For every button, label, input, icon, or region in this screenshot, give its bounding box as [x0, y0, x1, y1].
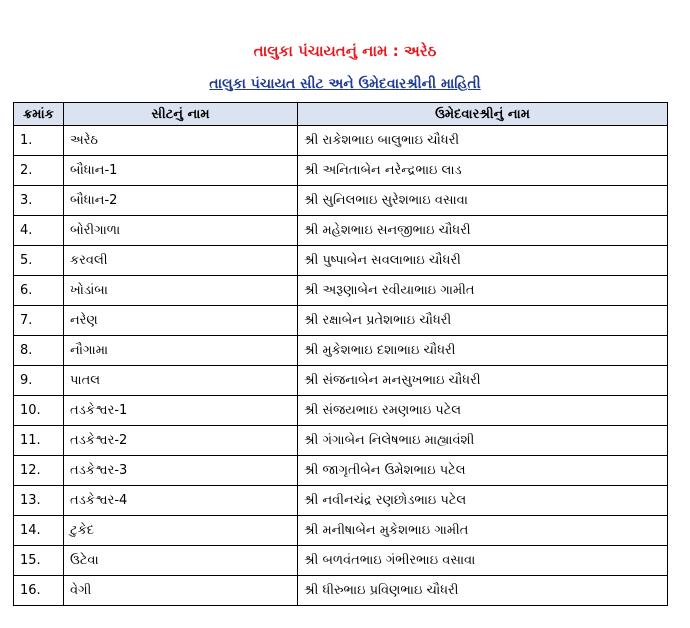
table-row [14, 546, 668, 576]
cell-candidate-name: શ્રી સુનિલભાઇ સુરેશભાઇ વસાવા [298, 186, 668, 216]
table-row [14, 396, 668, 426]
cell-candidate-name: શ્રી અરૂણાબેન રવીયાભાઇ ગામીત [298, 276, 668, 306]
cell-seat-name: તડકેશ્વર-2 [64, 426, 298, 456]
cell-seat-name: વેગી [64, 576, 298, 606]
cell-candidate-name: શ્રી જાગૃતીબેન ઉમેશભાઇ પટેલ [298, 456, 668, 486]
cell-candidate-name: શ્રી સંજયભાઇ રમણભાઇ પટેલ [298, 396, 668, 426]
cell-serial: 13. [14, 486, 64, 516]
table-row [14, 156, 668, 186]
table-body [14, 126, 668, 606]
table-row [14, 366, 668, 396]
cell-serial: 7. [14, 306, 64, 336]
cell-seat-name: તડકેશ્વર-3 [64, 456, 298, 486]
cell-seat-name: બોરીગાળા [64, 216, 298, 246]
seat-candidate-table [13, 102, 668, 606]
cell-serial: 8. [14, 336, 64, 366]
cell-serial: 4. [14, 216, 64, 246]
cell-serial: 5. [14, 246, 64, 276]
table-row [14, 576, 668, 606]
header-serial: ક્રમાંક [14, 103, 64, 126]
cell-seat-name: ઉટેવા [64, 546, 298, 576]
table-row [14, 216, 668, 246]
cell-seat-name: તડકેશ્વર-1 [64, 396, 298, 426]
cell-candidate-name: શ્રી ધીરુભાઇ પ્રવિણભાઇ ચૌધરી [298, 576, 668, 606]
cell-seat-name: નરેણ [64, 306, 298, 336]
table-row [14, 306, 668, 336]
cell-serial: 14. [14, 516, 64, 546]
table-header-row [14, 103, 668, 126]
cell-seat-name: કરવલી [64, 246, 298, 276]
header-seat-name: સીટનું નામ [64, 103, 298, 126]
cell-serial: 16. [14, 576, 64, 606]
cell-seat-name: પાતલ [64, 366, 298, 396]
cell-seat-name: ખોડાંબા [64, 276, 298, 306]
cell-candidate-name: શ્રી નવીનચંદ્ર રણછોડભાઇ પટેલ [298, 486, 668, 516]
table-row [14, 246, 668, 276]
cell-serial: 1. [14, 126, 64, 156]
cell-seat-name: અરેઠ [64, 126, 298, 156]
cell-seat-name: બૌધાન-2 [64, 186, 298, 216]
table-row [14, 186, 668, 216]
cell-seat-name: ટુકેદ [64, 516, 298, 546]
cell-seat-name: નૌગામા [64, 336, 298, 366]
cell-candidate-name: શ્રી સંજનાબેન મનસુખભાઇ ચૌધરી [298, 366, 668, 396]
cell-serial: 3. [14, 186, 64, 216]
cell-candidate-name: શ્રી રક્ષાબેન પ્રતેશભાઇ ચૌધરી [298, 306, 668, 336]
cell-serial: 6. [14, 276, 64, 306]
page-subtitle: તાલુકા પંચાયત સીટ અને ઉમેદવારશ્રીની માહિતી [209, 76, 481, 92]
cell-candidate-name: શ્રી મહેશભાઇ સનજીભાઇ ચૌધરી [298, 216, 668, 246]
cell-serial: 12. [14, 456, 64, 486]
table-row [14, 276, 668, 306]
cell-candidate-name: શ્રી ગંગાબેન નિલેષભાઇ માહ્યાવંશી [298, 426, 668, 456]
cell-serial: 11. [14, 426, 64, 456]
cell-candidate-name: શ્રી બળવંતભાઇ ગંભીરભાઇ વસાવા [298, 546, 668, 576]
cell-candidate-name: શ્રી અનિતાબેન નરેન્દ્રભાઇ લાડ [298, 156, 668, 186]
header-candidate-name: ઉમેદવારશ્રીનું નામ [298, 103, 668, 126]
table-row [14, 486, 668, 516]
cell-seat-name: તડકેશ્વર-4 [64, 486, 298, 516]
cell-candidate-name: શ્રી મનીષાબેન મુકેશભાઇ ગામીત [298, 516, 668, 546]
cell-candidate-name: શ્રી મુકેશભાઇ દશાભાઇ ચૌધરી [298, 336, 668, 366]
cell-serial: 9. [14, 366, 64, 396]
cell-candidate-name: શ્રી રાકેશભાઇ બાલુભાઇ ચૌધરી [298, 126, 668, 156]
page-title: તાલુકા પંચાયતનું નામ : અરેઠ [253, 42, 437, 60]
cell-seat-name: બૌધાન-1 [64, 156, 298, 186]
cell-serial: 10. [14, 396, 64, 426]
cell-serial: 2. [14, 156, 64, 186]
table-row [14, 516, 668, 546]
cell-serial: 15. [14, 546, 64, 576]
table-row [14, 336, 668, 366]
table-row [14, 126, 668, 156]
table-row [14, 456, 668, 486]
table-row [14, 426, 668, 456]
cell-candidate-name: શ્રી પુષ્પાબેન સવલાભાઇ ચૌધરી [298, 246, 668, 276]
